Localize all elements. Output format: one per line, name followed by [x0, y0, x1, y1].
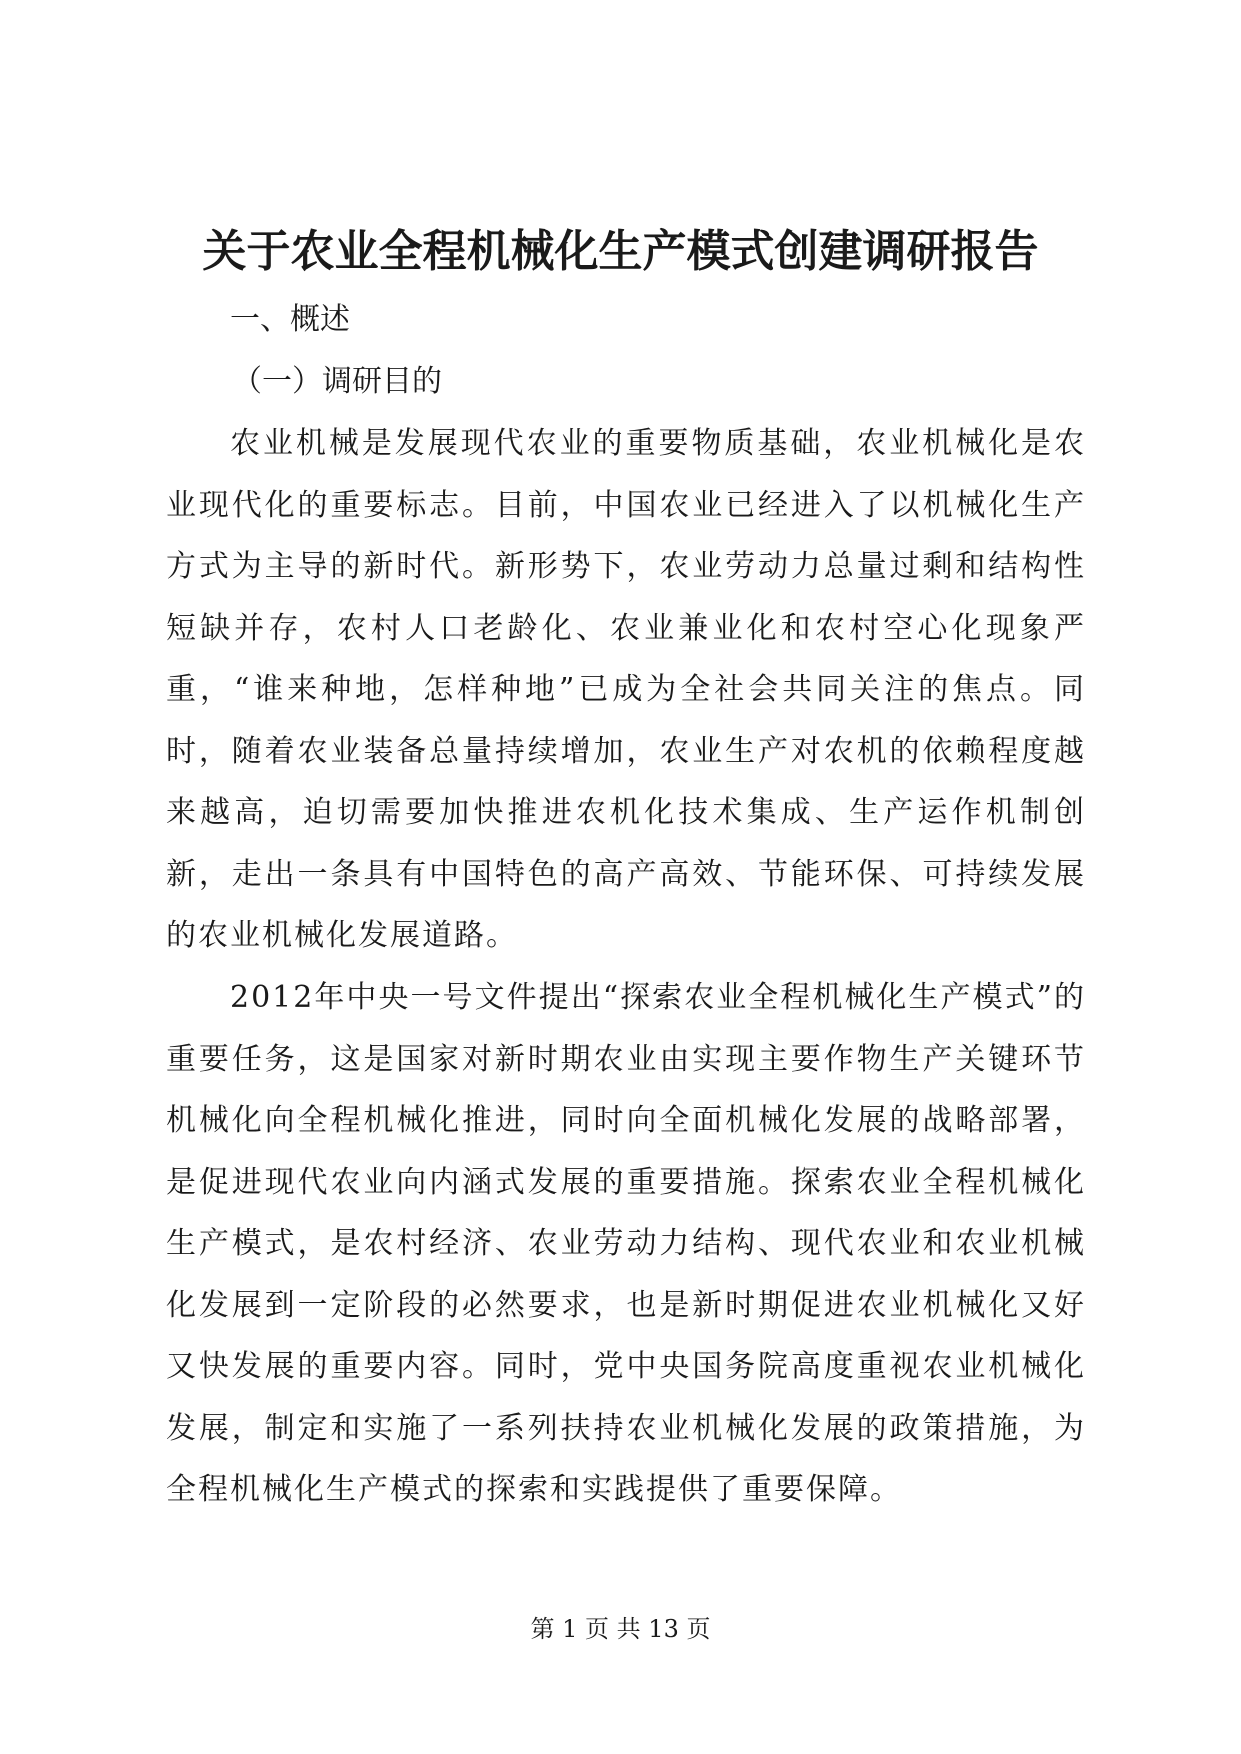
document-title: 关于农业全程机械化生产模式创建调研报告 — [202, 226, 1039, 277]
body-paragraph-1: 农业机械是发展现代农业的重要物质基础，农业机械化是农业现代化的重要标志。目前，中国农业已经进入了以机械化生产方式为主导的新时代。新形势下，农业劳动力总量过剩和结构性短缺并存，农村人口老龄化、农业兼业化和农村空心化现象严重，“谁来种地，怎样种地”已成为全社会共同关注的焦点。同时，随着农业装备总量持续增加，农业生产对农机的依赖程度越来越高，迫切需要加快推进农机化技术集成、生产运作机制创新，走出一条具有中国特色的高产高效、节能环保、可持续发展的农业机械化发展道路。 — [166, 426, 1086, 953]
body-paragraph-2: 2012年中央一号文件提出“探索农业全程机械化生产模式”的重要任务，这是国家对新时期农业由实现主要作物生产关键环节机械化向全程机械化推进，同时向全面机械化发展的战略部署，是促进现代农业向内涵式发展的重要措施。探索农业全程机械化生产模式，是农村经济、农业劳动力结构、现代农业和农业机械化发展到一定阶段的必然要求，也是新时期促进农业机械化又好又快发展的重要内容。同时，党中央国务院高度重视农业机械化发展，制定和实施了一系列扶持农业机械化发展的政策措施，为全程机械化生产模式的探索和实践提供了重要保障。 — [166, 980, 1086, 1507]
section-heading: 一、概述 — [230, 302, 350, 337]
subsection-heading: （一）调研目的 — [232, 364, 442, 399]
page-footer: 第 1 页 共 13 页 — [530, 1615, 711, 1643]
